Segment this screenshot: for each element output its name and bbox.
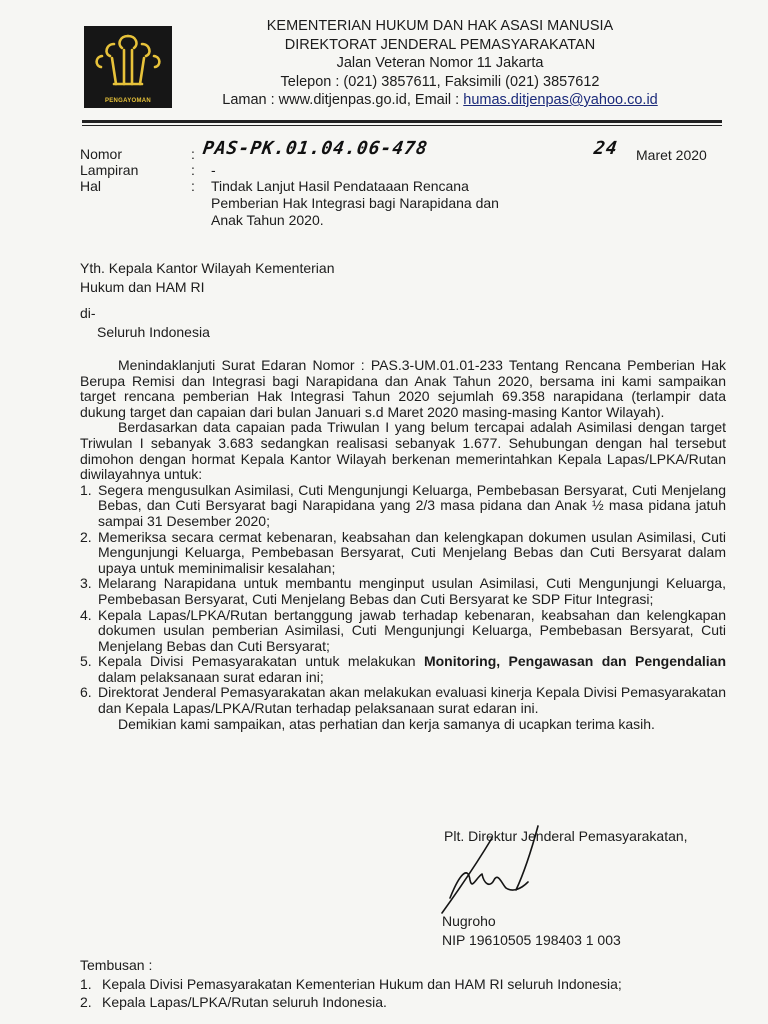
addressee	[80, 259, 334, 297]
list-text: Direktorat Jenderal Pemasyarakatan akan melakukan evaluasi kinerja Kepala Divisi Pemasyarakatan dan Kepala Lapas/LPKA/Rutan terhadap pelaksanaan surat edaran ini.	[98, 684, 726, 717]
web-label: Laman : www.ditjenpas.go.id, Email :	[222, 92, 464, 108]
addressee-place: Seluruh Indonesia	[97, 324, 210, 340]
pengayoman-emblem-icon	[84, 26, 172, 96]
nomor-value: PAS-PK.01.04.06-478	[201, 138, 430, 159]
letterhead-rule-thin	[82, 125, 722, 126]
tembusan-text: Kepala Divisi Pemasyarakatan Kementerian Hukum dan HAM RI seluruh Indonesia;	[102, 976, 622, 992]
closing-paragraph: Demikian kami sampaikan, atas perhatian dan kerja samanya di ucapkan terima kasih.	[118, 715, 655, 732]
hal-subject	[211, 178, 499, 229]
list-item	[80, 483, 726, 530]
nomor-label: Nomor	[80, 146, 123, 162]
tembusan-list	[80, 975, 726, 1011]
handwritten-signature-icon	[420, 818, 580, 918]
hal-colon: :	[191, 178, 195, 194]
lampiran-label: Lampiran	[80, 162, 139, 178]
list-number: 3.	[80, 575, 92, 592]
addressee-line: Yth. Kepala Kantor Wilayah Kementerian	[80, 260, 335, 276]
nomor-colon: :	[191, 146, 195, 162]
ministry-name: KEMENTERIAN HUKUM DAN HAK ASASI MANUSIA	[266, 18, 614, 34]
tembusan-text: Kepala Lapas/LPKA/Rutan seluruh Indonesia.	[102, 994, 387, 1010]
addressee-line: Hukum dan HAM RI	[80, 279, 205, 295]
list-item	[80, 685, 726, 716]
letter-body	[80, 358, 726, 732]
list-number: 5.	[80, 653, 92, 670]
paragraph-1: Menindaklanjuti Surat Edaran Nomor : PAS.3-UM.01.01-233 Tentang Rencana Pemberian Hak Berupa Remisi dan Integrasi bagi Narapidana dan Anak Tahun 2020, bersama ini kami sampaikan target rencana pemberian Hak Integrasi Tahun 2020 sejumlah 69.358 narapidana (terlampir data dukung target dan capaian dari bulan Januari s.d Maret 2020 masing-masing Kantor Wilayah).	[80, 357, 726, 420]
list-text: Kepala Lapas/LPKA/Rutan bertanggung jawab terhadap kebenaran, keabsahan dan kelengkapan dokumen usulan pemberian Asimilasi, Cuti Mengunjungi Keluarga, Pembebasan Bersyarat, Cuti Menjelang Bebas dan Cuti Bersyarat;	[98, 606, 726, 654]
list-text: Memeriksa secara cermat kebenaran, keabsahan dan kelengkapan dokumen usulan Asimilasi, Cuti Mengunjungi Keluarga, Pembebasan Bersyarat, Cuti Menjelang Bebas dan Cuti Bersyarat dalam upaya untuk meminimalisir kesalahan;	[98, 528, 726, 576]
date-day: 24	[592, 138, 620, 159]
list-number: 6.	[80, 684, 92, 701]
addressee-di: di-	[80, 305, 96, 321]
hal-label: Hal	[80, 178, 102, 194]
list-text	[98, 654, 726, 685]
list-text-post: dalam pelaksanaan surat edaran ini;	[98, 668, 324, 685]
list-item	[80, 530, 726, 577]
signatory-nip: NIP 19610505 198403 1 003	[442, 932, 621, 948]
list-number: 1.	[80, 481, 92, 498]
hal-line: Anak Tahun 2020.	[211, 212, 324, 228]
hal-line: Tindak Lanjut Hasil Pendataaan Rencana	[211, 178, 469, 194]
hal-line: Pemberian Hak Integrasi bagi Narapidana dan	[211, 195, 499, 211]
list-item	[80, 654, 726, 685]
list-text-pre: Kepala Divisi Pemasyarakatan untuk melakukan	[98, 653, 424, 670]
signature-title: Plt. Direktur Jenderal Pemasyarakatan,	[444, 828, 688, 844]
tembusan-label: Tembusan :	[80, 957, 153, 973]
office-phone: Telepon : (021) 3857611, Faksimili (021) 3857612	[280, 73, 600, 90]
list-number: 4.	[80, 606, 92, 623]
office-web	[200, 91, 680, 110]
list-text: Melarang Narapidana untuk membantu menginput usulan Asimilasi, Cuti Mengunjungi Keluarga, Pembebasan Bersyarat, Cuti Menjelang Bebas dan Cuti Bersyarat ke SDP Fitur Integrasi;	[98, 575, 726, 607]
tembusan-item	[80, 975, 726, 993]
letterhead	[200, 17, 680, 110]
logo-caption: PENGAYOMAN	[104, 98, 152, 104]
list-text-bold: Monitoring, Pengawasan dan Pengendalian	[423, 653, 726, 670]
lampiran-colon: :	[191, 162, 195, 178]
letterhead-rule-thick	[82, 120, 722, 123]
paragraph-2: Berdasarkan data capaian pada Triwulan I yang belum tercapai adalah Asimilasi dengan target Triwulan I sebanyak 3.683 sedangkan realisasi sebanyak 1.677. Sehubungan dengan hal tersebut dimohon dengan hormat Kepala Kantor Wilayah berkenan memerintahkan Kepala Lapas/LPKA/Rutan diwilayahnya untuk:	[80, 419, 726, 483]
office-address: Jalan Veteran Nomor 11 Jakarta	[336, 55, 544, 71]
email-link[interactable]: humas.ditjenpas@yahoo.co.id	[463, 92, 658, 108]
tembusan-number: 1.	[80, 976, 92, 992]
list-number: 2.	[80, 528, 92, 545]
list-item	[80, 576, 726, 607]
list-item	[80, 608, 726, 655]
tembusan-number: 2.	[80, 994, 92, 1010]
directorate-name: DIREKTORAT JENDERAL PEMASYARAKATAN	[284, 36, 596, 53]
lampiran-value: -	[211, 162, 216, 178]
signatory-name: Nugroho	[442, 913, 496, 929]
list-text: Segera mengusulkan Asimilasi, Cuti Mengunjungi Keluarga, Pembebasan Bersyarat, Cuti Menjelang Bebas, dan Cuti Bersyarat bagi Narapidana yang 2/3 masa pidana dan Anak ½ masa pidana jatuh sampai 31 Desember 2020;	[98, 481, 726, 529]
tembusan-item	[80, 993, 726, 1011]
pengayoman-logo	[84, 26, 172, 108]
date-month-year: Maret 2020	[636, 147, 707, 163]
